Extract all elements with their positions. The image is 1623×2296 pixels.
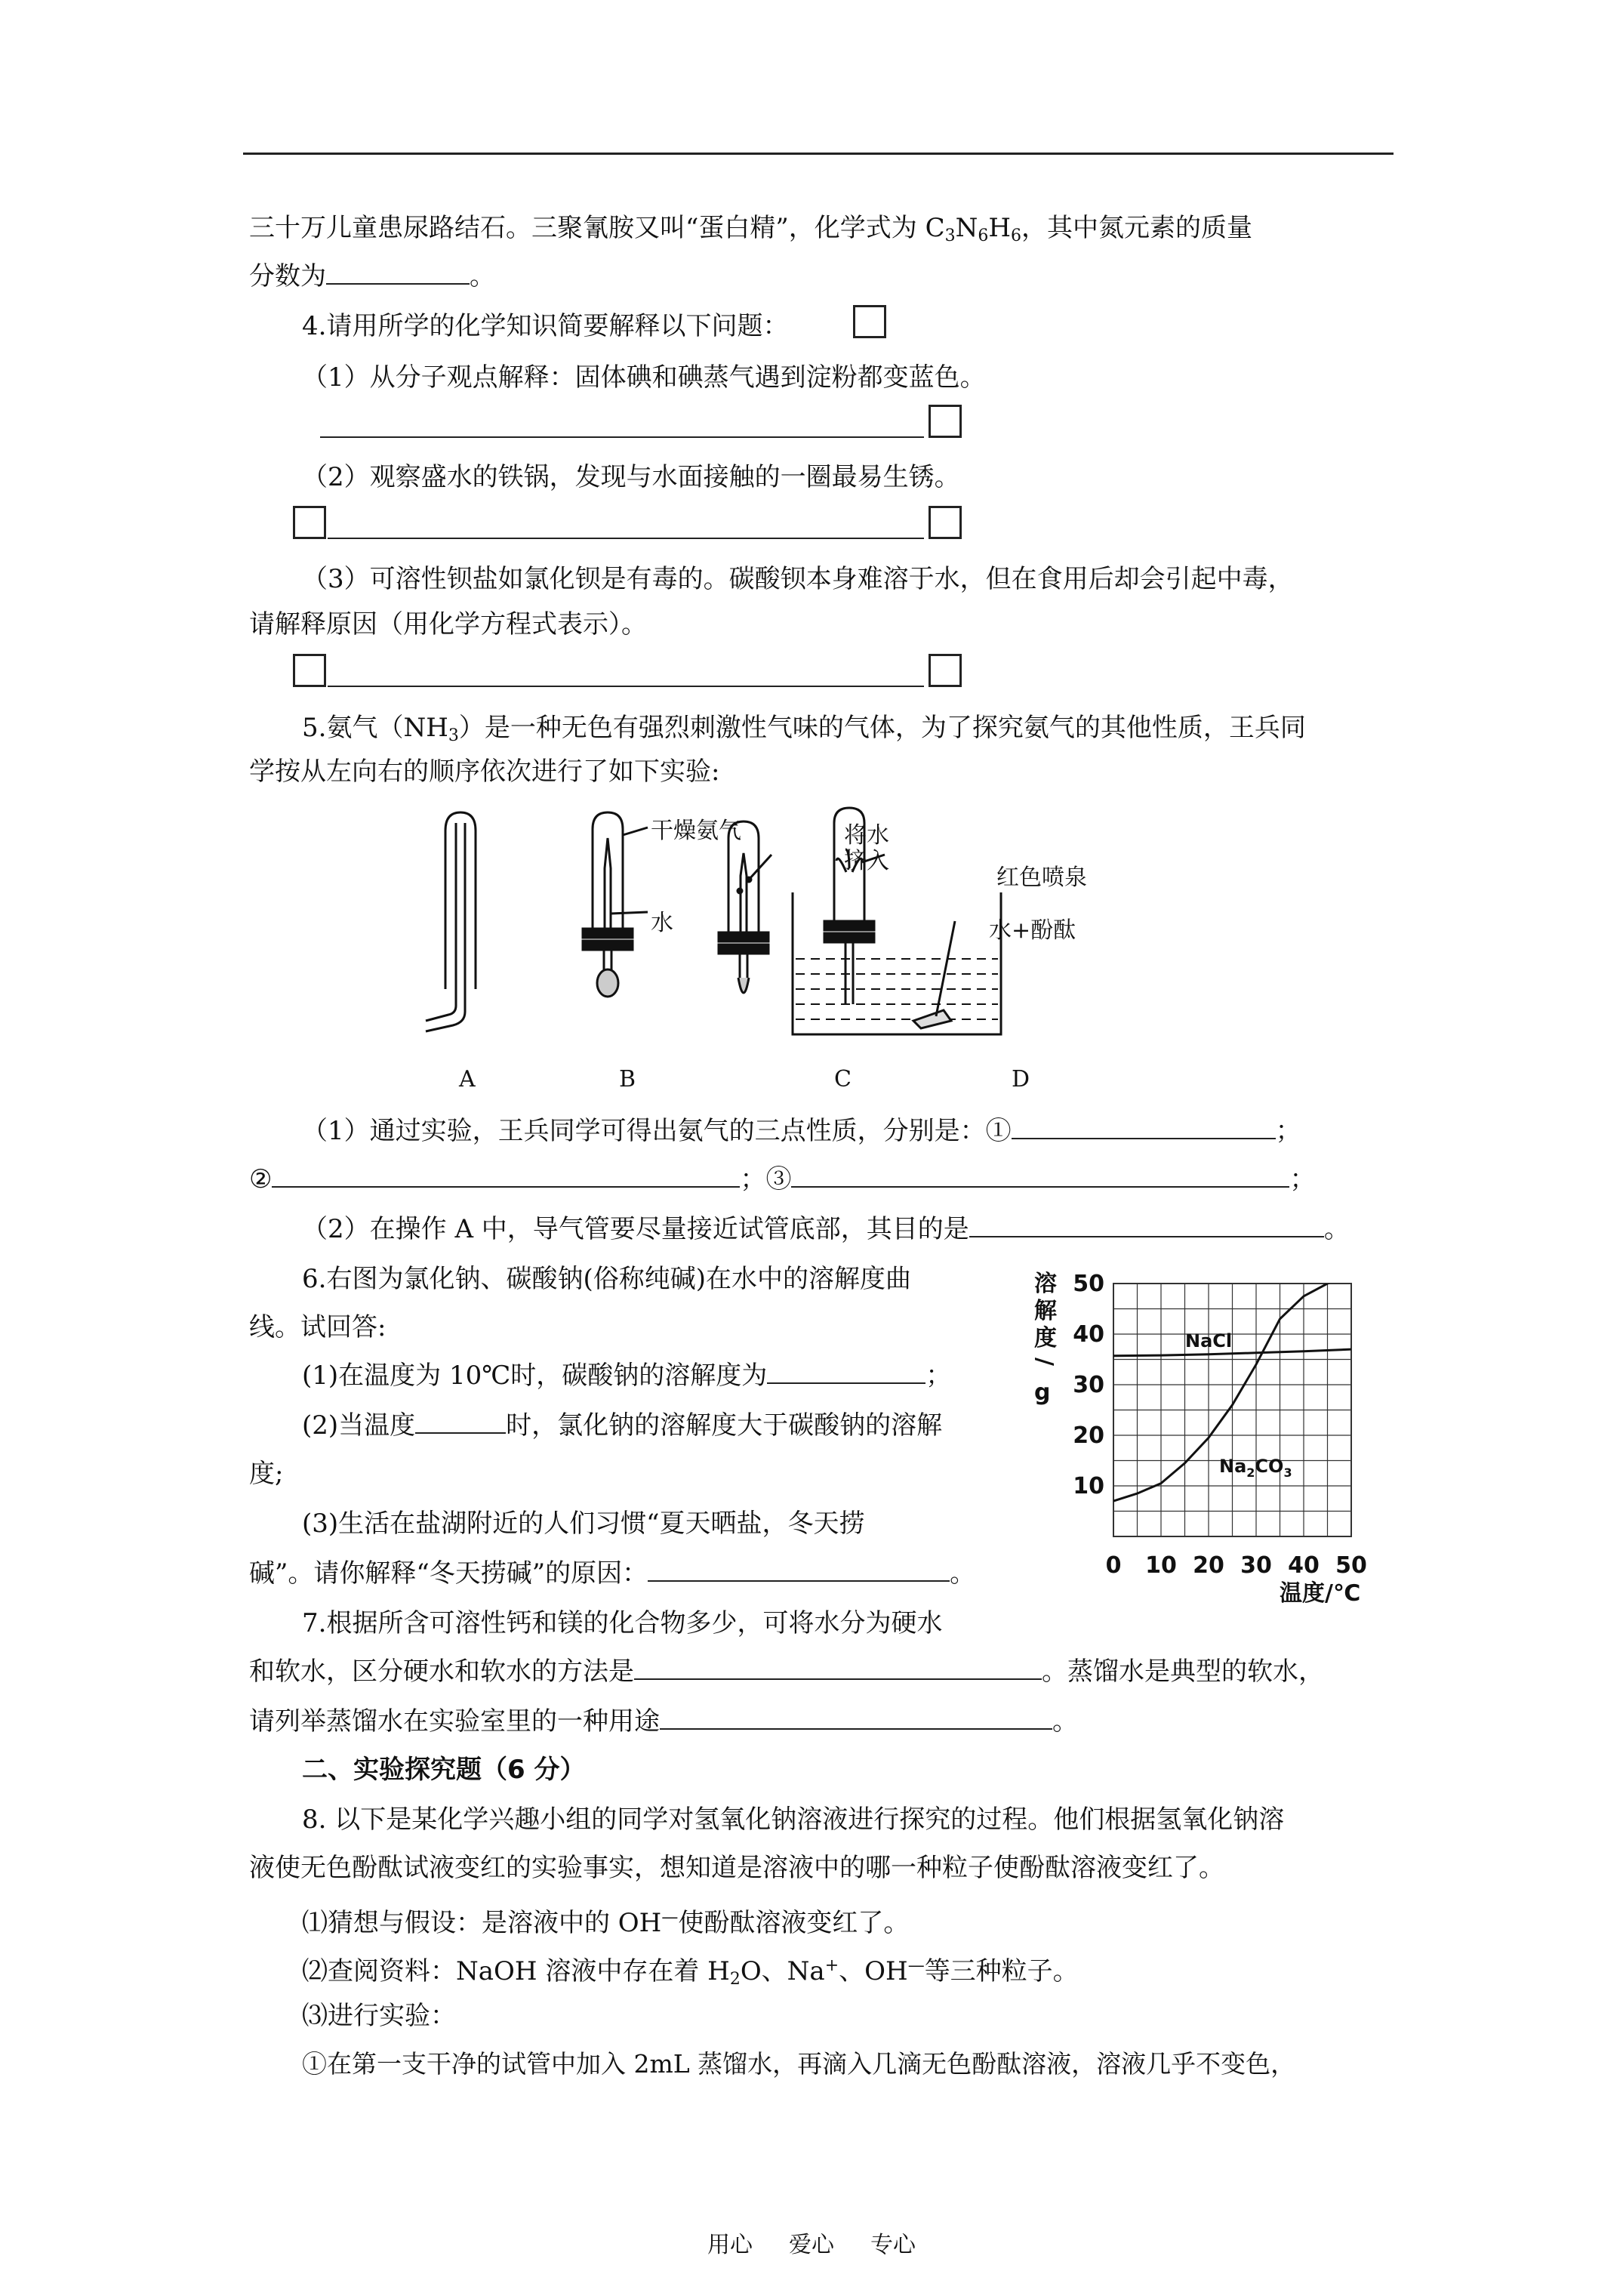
x-tick-label: 0 bbox=[1105, 1552, 1122, 1579]
label-water: 水 bbox=[651, 910, 673, 936]
x-axis-label: 温度/℃ bbox=[1280, 1580, 1361, 1607]
text-line: 请列举蒸馏水在实验室里的一种用途 。 bbox=[249, 1706, 1078, 1737]
answer-blank[interactable] bbox=[791, 1163, 1289, 1188]
score-box[interactable] bbox=[293, 654, 326, 687]
text-line: 度; bbox=[249, 1459, 284, 1489]
apparatus-b bbox=[583, 812, 633, 997]
answer-blank[interactable] bbox=[415, 1410, 506, 1434]
text-line: 和软水，区分硬水和软水的方法是 。蒸馏水是典型的软水， bbox=[249, 1657, 1324, 1687]
caption-a: A bbox=[459, 1066, 476, 1093]
question-4-3: （3）可溶性钡盐如氯化钡是有毒的。碳酸钡本身难溶于水，但在食用后却会引起中毒， bbox=[302, 564, 1294, 594]
text-line: 请解释原因（用化学方程式表示）。 bbox=[249, 609, 647, 639]
caption-c: C bbox=[834, 1066, 852, 1093]
question-7: 7.根据所含可溶性钙和镁的化合物多少，可将水分为硬水 bbox=[302, 1608, 943, 1638]
y-tick-label: 30 bbox=[1073, 1372, 1104, 1398]
question-6-1: (1)在温度为 10℃时，碳酸钠的溶解度为 ； bbox=[302, 1361, 952, 1391]
text-line: 线。试回答: bbox=[249, 1312, 387, 1342]
series-label-nacl: NaCl bbox=[1185, 1330, 1233, 1351]
answer-line[interactable] bbox=[328, 686, 924, 687]
answer-blank[interactable] bbox=[326, 260, 470, 285]
apparatus-d bbox=[793, 808, 1001, 1034]
answer-line[interactable] bbox=[328, 538, 924, 539]
solubility-chart bbox=[1031, 1268, 1397, 1616]
answer-blank[interactable] bbox=[272, 1163, 740, 1188]
x-tick-label: 40 bbox=[1288, 1552, 1320, 1579]
text-line: 分数为 。 bbox=[249, 261, 495, 291]
apparatus-c bbox=[719, 821, 768, 993]
label-dry-ammonia: 干燥氨气 bbox=[651, 818, 741, 844]
x-tick-label: 50 bbox=[1335, 1552, 1367, 1579]
question-6-3: (3)生活在盐湖附近的人们习惯“夏天晒盐，冬天捞 bbox=[302, 1509, 865, 1539]
section-heading: 二、实验探究题（6 分） bbox=[302, 1755, 586, 1785]
question-4-1: （1）从分子观点解释：固体碘和碘蒸气遇到淀粉都变蓝色。 bbox=[302, 362, 986, 393]
series-label-na2co3: $Na_2CO_3$ bbox=[1219, 1456, 1292, 1480]
label-squeeze-2: 挤入 bbox=[844, 848, 889, 874]
y-axis-label-char: 溶 bbox=[1034, 1271, 1057, 1297]
score-box[interactable] bbox=[293, 506, 326, 539]
x-tick-label: 30 bbox=[1240, 1552, 1272, 1579]
apparatus-a bbox=[426, 812, 476, 1031]
question-4: 4.请用所学的化学知识简要解释以下问题： bbox=[302, 311, 789, 341]
question-6-2: (2)当温度 时，氯化钠的溶解度大于碳酸钠的溶解 bbox=[302, 1410, 943, 1441]
score-box[interactable] bbox=[929, 654, 962, 687]
answer-blank[interactable] bbox=[969, 1213, 1324, 1237]
question-8-1: ⑴猜想与假设：是溶液中的 OH—使酚酞溶液变红了。 bbox=[302, 1908, 910, 1938]
page-footer: 用心 爱心 专心 bbox=[707, 2232, 916, 2258]
y-tick-label: 50 bbox=[1073, 1271, 1104, 1297]
text-line: ② ；③ ； bbox=[249, 1164, 1316, 1194]
answer-blank[interactable] bbox=[1012, 1115, 1276, 1139]
label-squeeze: 将水 bbox=[844, 822, 889, 849]
caption-b: B bbox=[619, 1066, 636, 1093]
question-8: 8. 以下是某化学兴趣小组的同学对氢氧化钠溶液进行探究的过程。他们根据氢氧化钠溶 bbox=[302, 1804, 1285, 1835]
answer-blank[interactable] bbox=[648, 1558, 950, 1582]
y-axis-label-char: 度 bbox=[1034, 1325, 1057, 1351]
question-6: 6.右图为氯化钠、碳酸钠(俗称纯碱)在水中的溶解度曲 bbox=[302, 1264, 911, 1294]
label-red-fountain: 红色喷泉 bbox=[996, 864, 1087, 891]
y-tick-label: 10 bbox=[1073, 1473, 1104, 1499]
y-tick-label: 20 bbox=[1073, 1422, 1104, 1449]
question-8-4: ①在第一支干净的试管中加入 2mL 蒸馏水，再滴入几滴无色酚酞溶液，溶液几乎不变色， bbox=[302, 2049, 1296, 2079]
y-axis-label-char: 解 bbox=[1034, 1298, 1057, 1324]
text-line: 碱”。请你解释“冬天捞碱”的原因： 。 bbox=[249, 1558, 976, 1589]
score-box[interactable] bbox=[929, 506, 962, 539]
x-tick-label: 20 bbox=[1193, 1552, 1224, 1579]
y-tick-label: 40 bbox=[1073, 1321, 1104, 1348]
question-8-2: ⑵查阅资料：NaOH 溶液中存在着 $H_2O$、Na+、OH—等三种粒子。 bbox=[302, 1956, 1079, 1989]
answer-blank[interactable] bbox=[767, 1360, 925, 1384]
header-rule bbox=[243, 153, 1394, 155]
y-axis-label-char: g bbox=[1034, 1379, 1051, 1406]
answer-blank[interactable] bbox=[660, 1706, 1052, 1730]
question-8-3: ⑶进行实验： bbox=[302, 2001, 456, 2031]
question-5-2: （2）在操作 A 中，导气管要尽量接近试管底部，其目的是 。 bbox=[302, 1214, 1350, 1244]
label-water-phenolphthalein: 水+酚酞 bbox=[989, 917, 1076, 944]
text-line: 液使无色酚酞试液变红的实验事实，想知道是溶液中的哪一种粒子使酚酞溶液变红了。 bbox=[249, 1853, 1224, 1883]
answer-line[interactable] bbox=[320, 436, 924, 438]
x-tick-label: 10 bbox=[1145, 1552, 1177, 1579]
text-line: 学按从左向右的顺序依次进行了如下实验: bbox=[249, 757, 720, 787]
answer-blank[interactable] bbox=[634, 1656, 1042, 1680]
y-axis-label-char: / bbox=[1031, 1358, 1058, 1366]
question-5-1: （1）通过实验，王兵同学可得出氨气的三点性质，分别是：① ； bbox=[302, 1116, 1301, 1146]
question-5: 5.氨气$(NH_3)$是一种无色有强烈刺激性气味的气体，为了探究氨气的其他性质，王兵同 bbox=[302, 713, 1306, 745]
score-box[interactable] bbox=[853, 305, 886, 338]
question-4-2: （2）观察盛水的铁锅，发现与水面接触的一圈最易生锈。 bbox=[302, 462, 960, 492]
score-box[interactable] bbox=[929, 405, 962, 438]
caption-d: D bbox=[1012, 1066, 1030, 1093]
text-line: 三十万儿童患尿路结石。三聚氰胺又叫“蛋白精”，化学式为 $C_3N_6H_6$，其中氮元素的质量 bbox=[249, 213, 1252, 245]
